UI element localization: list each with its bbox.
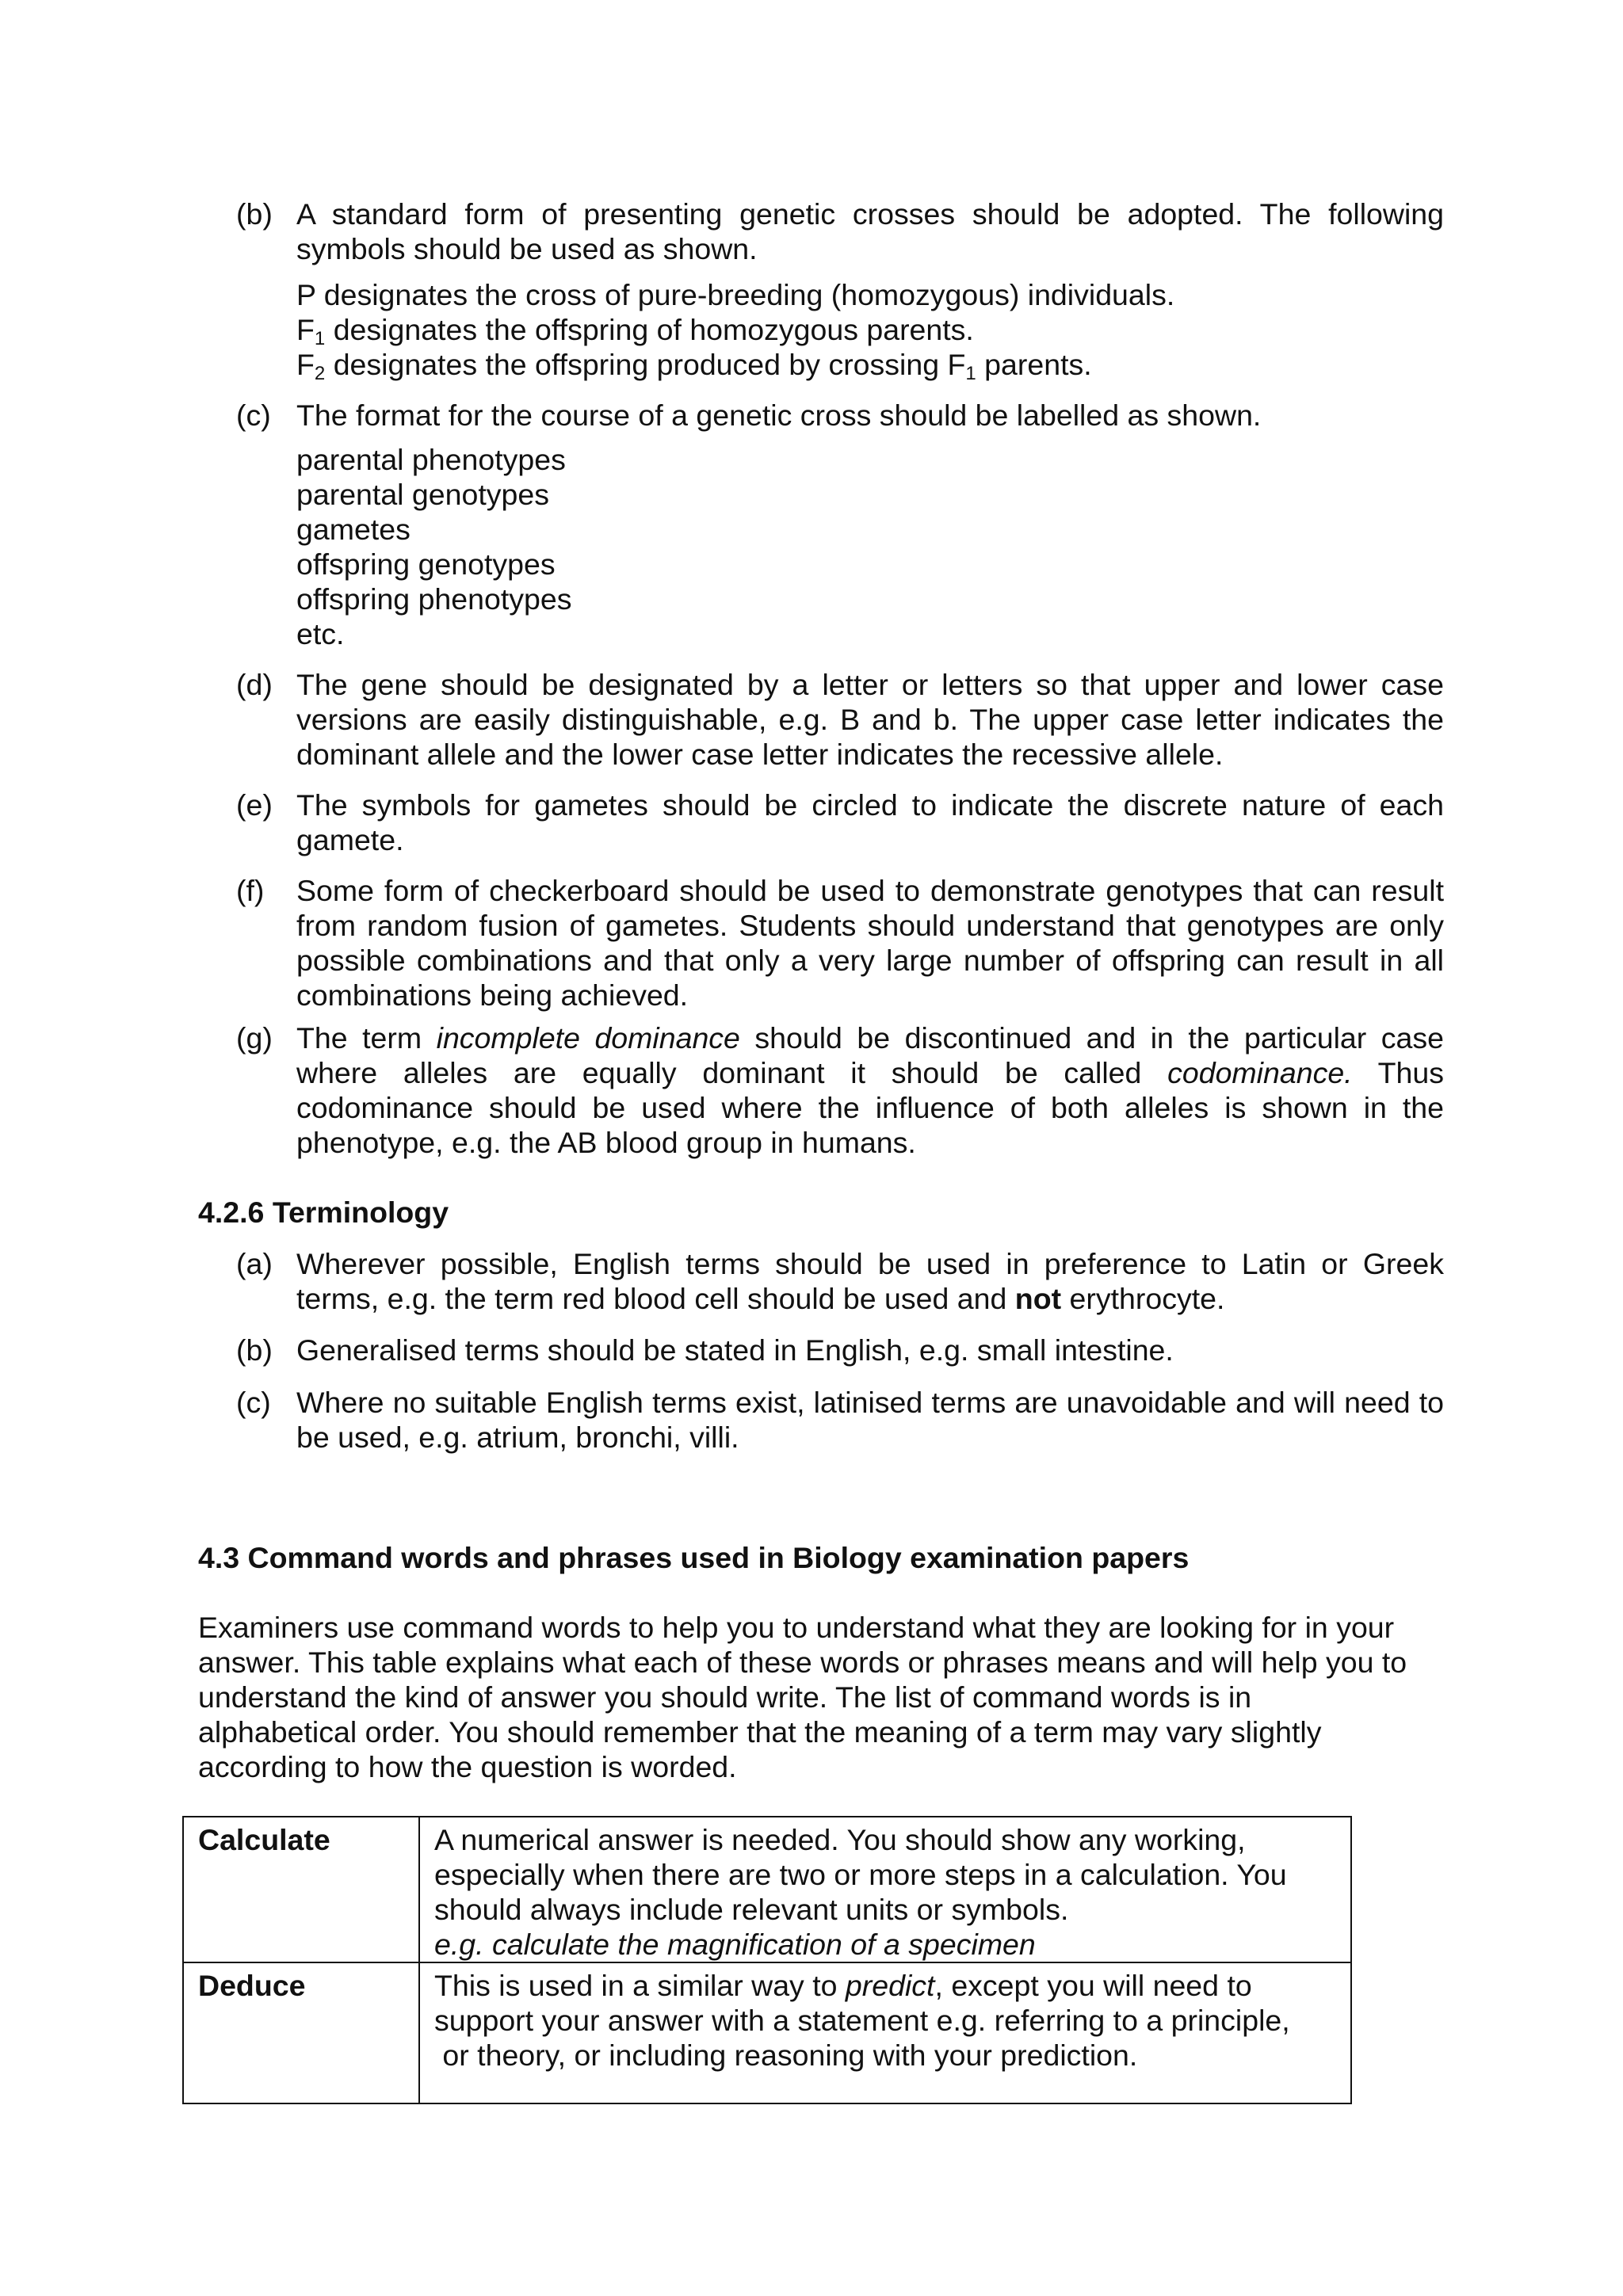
intro-line: according to how the question is worded. (198, 1750, 737, 1783)
item-label: (g) (236, 1021, 273, 1055)
format-line: offspring phenotypes (296, 582, 572, 616)
command-example: e.g. calculate the magnification of a specimen (434, 1928, 1036, 1961)
list-item-d (236, 667, 1444, 772)
item-text: Generalised terms should be stated in English, e.g. small intestine. (296, 1333, 1174, 1367)
list-item-c (236, 398, 1444, 433)
item-label: (b) (236, 197, 273, 231)
list-item-g (236, 1020, 1444, 1160)
item-label: (b) (236, 1333, 273, 1367)
intro-line: answer. This table explains what each of these words or phrases means and will help you to (198, 1646, 1407, 1679)
cross-format-list (296, 442, 571, 651)
list-item-e (236, 788, 1444, 857)
item-text: The symbols for gametes should be circled to indicate the discrete nature of each gamete. (296, 788, 1444, 856)
command-term: Calculate (183, 1817, 419, 1962)
item-text: The format for the course of a genetic cross should be labelled as shown. (296, 399, 1262, 432)
list-item-f (236, 873, 1444, 1013)
table-row (183, 1817, 1351, 1962)
item-label: (a) (236, 1247, 273, 1280)
symbol-p-definition: P designates the cross of pure-breeding (homozygous) individuals. (296, 278, 1175, 311)
format-line: gametes (296, 513, 411, 546)
section-heading-command-words: 4.3 Command words and phrases used in Biology examination papers (198, 1541, 1190, 1574)
list-item-b (236, 196, 1444, 273)
terminology-item-c (236, 1385, 1444, 1455)
item-text: Wherever possible, English terms should be used in preference to Latin or Greek terms, e.g. the term red blood cell should be used and not erythrocyte. (296, 1247, 1444, 1315)
section-heading-terminology: 4.2.6 Terminology (198, 1196, 449, 1229)
item-text: Some form of checkerboard should be used to demonstrate genotypes that can result from random fusion of gametes. Students should understand that genotypes are only possible combinations and that only a very large number of offspring can result in all combinations being achieved. (296, 874, 1444, 1012)
format-line: offspring genotypes (296, 547, 556, 581)
intro-paragraph (198, 1610, 1434, 1784)
intro-line: alphabetical order. You should remember that the meaning of a term may vary slightly (198, 1715, 1322, 1749)
intro-line: understand the kind of answer you should write. The list of command words is in (198, 1680, 1252, 1714)
terminology-item-a (236, 1246, 1444, 1316)
item-label: (c) (236, 1386, 271, 1419)
command-words-table (182, 1816, 1352, 2104)
item-label: (d) (236, 668, 273, 701)
item-text: Where no suitable English terms exist, latinised terms are unavoidable and will need to be used, e.g. atrium, bronchi, villi. (296, 1386, 1444, 1454)
symbol-f1-definition: $F_1$ designates the offspring of homozygous parents. (296, 313, 974, 349)
item-label: (e) (236, 788, 273, 822)
symbol-f2-definition: $F_2$ designates the offspring produced by crossing $F_1$ parents. (296, 348, 1092, 384)
item-label: (c) (236, 399, 271, 432)
command-term: Deduce (183, 1962, 419, 2103)
symbol-definitions (296, 277, 1174, 382)
format-line: parental genotypes (296, 478, 549, 511)
format-line: parental phenotypes (296, 443, 566, 476)
item-text: The gene should be designated by a letter or letters so that upper and lower case versions are easily distinguishable, e.g. B and b. The upper case letter indicates the dominant allele and the lower case letter indicates the recessive allele. (296, 668, 1444, 771)
item-text: A standard form of presenting genetic crosses should be adopted. The following symbols should be used as shown. (296, 197, 1444, 265)
command-definition: This is used in a similar way to predict, except you will need to support your answer with a statement e.g. referring to a principle, or theory, or including reasoning with your prediction. (419, 1962, 1351, 2103)
format-line: etc. (296, 617, 345, 650)
table-row (183, 1962, 1351, 2103)
intro-line: Examiners use command words to help you to understand what they are looking for in your (198, 1611, 1395, 1644)
item-label: (f) (236, 874, 265, 907)
terminology-item-b (236, 1333, 1444, 1367)
item-text: The term incomplete dominance should be discontinued and in the particular case where alleles are equally dominant it should be called codominance. Thus codominance should be used where the influence of both alleles is shown in the phenotype, e.g. the AB blood group in humans. (296, 1021, 1444, 1159)
command-definition: A numerical answer is needed. You should show any working, especially when there are two or more steps in a calculation. You should always include relevant units or symbols. e.g. calculate the magnification of a specimen (419, 1817, 1351, 1962)
